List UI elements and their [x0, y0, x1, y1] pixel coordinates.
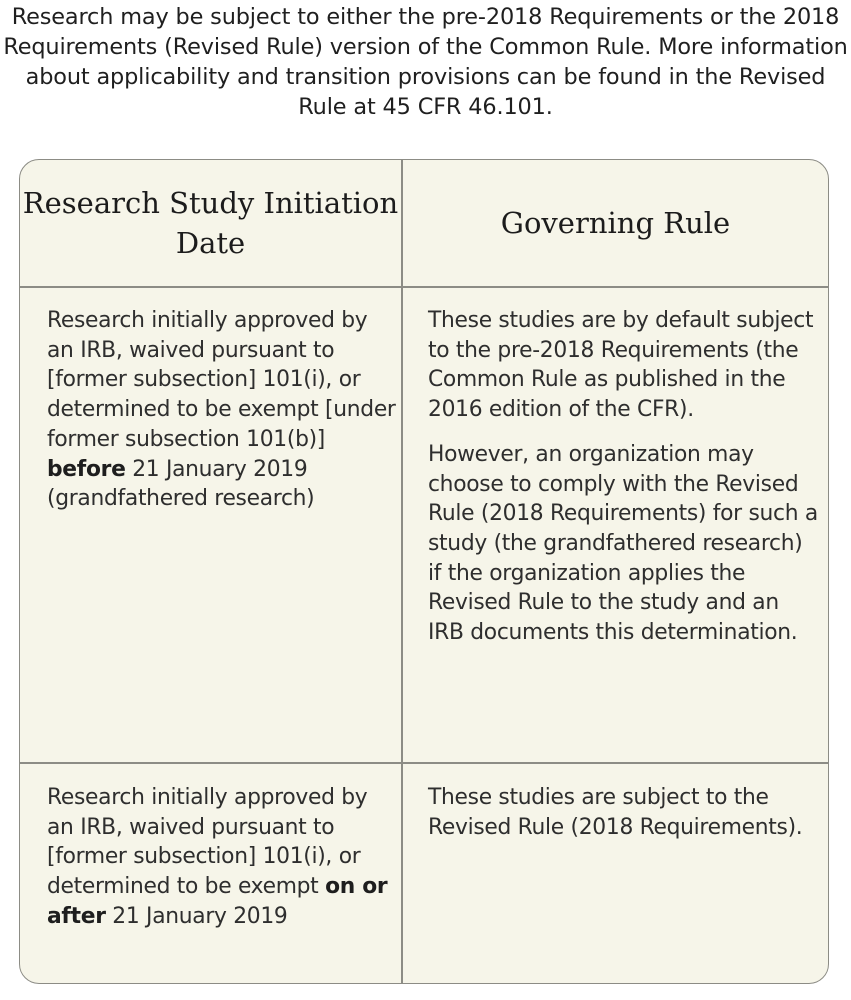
row1-initiation-date-cell: [47, 306, 397, 514]
intro-paragraph: Research may be subject to either the pre-2018 Requirements or the 2018 Requirements (Revised Rule) version of the Common Rule. More information about applicability and transition provisions can be found in the Revised Rule at 45 CFR 46.101.: [3, 4, 848, 120]
row1-date-pre: Research initially approved by an IRB, waived pursuant to [former subsection] 101(i), or determined to be exempt [under former subsection 101(b)]: [47, 308, 396, 452]
row1-rule-paragraph-2: However, an organization may choose to comply with the Revised Rule (2018 Requirements) for such a study (the grandfathered research) if the organization applies the Revised Rule to the study and an IRB documents this determination.: [428, 441, 818, 646]
row1-rule-paragraph-1: These studies are by default subject to the pre-2018 Requirements (the Common Rule as published in the 2016 edition of the CFR).: [428, 308, 814, 423]
row2-initiation-date-text: [47, 783, 397, 932]
row2-initiation-date-cell: [47, 783, 397, 932]
row2-date-pre: Research initially approved by an IRB, waived pursuant to [former subsection] 101(i), or determined to be exempt: [47, 785, 368, 900]
row-divider: [20, 762, 828, 764]
row1-date-emphasis: before: [47, 456, 126, 482]
row2-governing-rule-cell: [428, 783, 818, 842]
header-initiation-date-label: Research Study Initiation Date: [22, 186, 399, 260]
header-divider: [20, 286, 828, 288]
header-governing-rule: [403, 160, 828, 286]
header-governing-rule-label: Governing Rule: [500, 206, 731, 240]
row1-initiation-date-text: [47, 306, 397, 514]
header-initiation-date: [20, 160, 401, 286]
governing-rule-table: [19, 159, 829, 984]
row1-date-post: 21 January 2019 (grandfathered research): [47, 456, 315, 512]
row2-rule-paragraph-1: These studies are subject to the Revised Rule (2018 Requirements).: [428, 785, 803, 840]
row2-date-post: 21 January 2019: [112, 903, 288, 929]
row2-date-emphasis: on or after: [47, 874, 388, 929]
row1-governing-rule-cell: [428, 306, 818, 648]
